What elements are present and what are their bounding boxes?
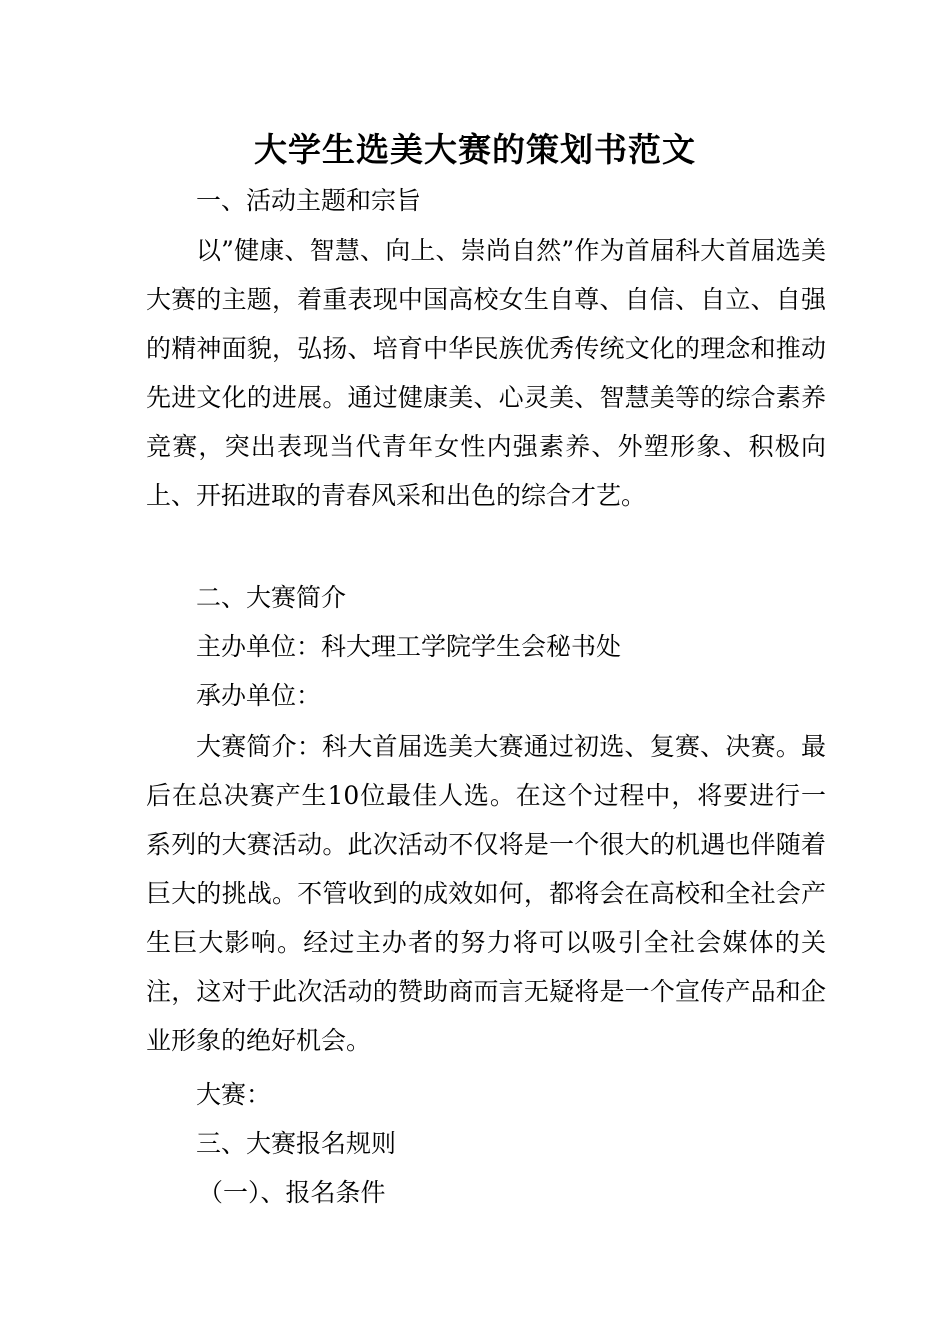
- document-title: 大学生选美大赛的策划书范文: [254, 130, 696, 169]
- contest-line: 大赛：: [196, 1080, 272, 1109]
- section-1-paragraph-block: [146, 226, 826, 520]
- contest-intro-block: [146, 722, 826, 1065]
- co-organizer-line: 承办单位：: [196, 681, 322, 710]
- section-1-heading: 一、活动主题和宗旨: [196, 186, 422, 215]
- section-2-heading: 二、大赛简介: [196, 583, 347, 612]
- organizer-line: 主办单位：科大理工学院学生会秘书处: [196, 632, 622, 661]
- section-1-paragraph: 以”健康、智慧、向上、崇尚自然”作为首届科大首届选美大赛的主题，着重表现中国高校女生自尊、自信、自立、自强的精神面貌，弘扬、培育中华民族优秀传统文化的理念和推动先进文化的进展。通过健康美、心灵美、智慧美等的综合素养竞赛，突出表现当代青年女性内强素养、外塑形象、积极向上、开拓进取的青春风采和出色的综合才艺。: [146, 236, 826, 510]
- registration-conditions-heading: （一）、报名条件: [198, 1178, 386, 1207]
- contest-intro-paragraph: 大赛简介：科大首届选美大赛通过初选、复赛、决赛。最后在总决赛产生10位最佳人选。在这个过程中，将要进行一系列的大赛活动。此次活动不仅将是一个很大的机遇也伴随着巨大的挑战。不管收到的成效如何，都将会在高校和全社会产生巨大影响。经过主办者的努力将可以吸引全社会媒体的关注，这对于此次活动的赞助商而言无疑将是一个宣传产品和企业形象的绝好机会。: [146, 732, 826, 1055]
- section-3-heading: 三、大赛报名规则: [196, 1129, 397, 1158]
